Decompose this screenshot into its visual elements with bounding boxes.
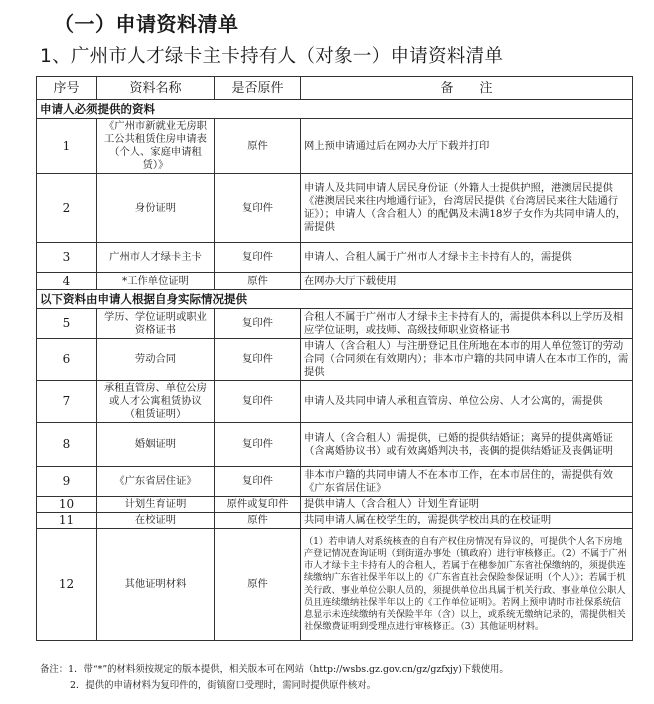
header-no: 序号 xyxy=(37,77,97,100)
row-no: 6 xyxy=(37,339,97,381)
table-row xyxy=(37,339,633,381)
row-note: 申请人、合租人属于广州市人才绿卡主卡持有人的，需提供 xyxy=(301,243,633,273)
row-no: 9 xyxy=(37,467,97,497)
table-row xyxy=(37,497,633,513)
row-note: 网上预申请通过后在网办大厅下载并打印 xyxy=(301,119,633,174)
row-original: 复印件 xyxy=(215,467,301,497)
table-row xyxy=(37,273,633,290)
row-original: 原件 xyxy=(215,513,301,529)
section-row-required xyxy=(37,100,633,119)
table-row xyxy=(37,513,633,529)
row-no: 1 xyxy=(37,119,97,174)
row-note: 共同申请人属在校学生的，需提供学校出具的在校证明 xyxy=(301,513,633,529)
row-note: 在网办大厅下载使用 xyxy=(301,273,633,290)
row-original: 复印件 xyxy=(215,339,301,381)
table-row xyxy=(37,467,633,497)
row-name: 学历、学位证明或职业资格证书 xyxy=(97,309,215,339)
table-row xyxy=(37,381,633,423)
row-name: 《广东省居住证》 xyxy=(97,467,215,497)
footnotes xyxy=(40,662,640,694)
section-label: 申请人必须提供的资料 xyxy=(37,100,633,119)
row-original: 原件 xyxy=(215,119,301,174)
row-note: 申请人及共同申请人承租直管房、单位公房、人才公寓的，需提供 xyxy=(301,381,633,423)
row-note: 申请人及共同申请人居民身份证（外籍人士提供护照，港澳居民提供《港澳居民来往内地通行证》，台湾居民提供《台湾居民来往大陆通行证》）；申请人（含合租人）的配偶及未满18岁子女作为共同申请人的，需提供 xyxy=(301,174,633,243)
row-note: 非本市户籍的共同申请人不在本市工作，在本市居住的，需提供有效《广东省居住证》 xyxy=(301,467,633,497)
header-original: 是否原件 xyxy=(215,77,301,100)
table-row xyxy=(37,243,633,273)
row-note: 合租人不属于广州市人才绿卡主卡持有人的，需提供本科以上学历及相应学位证明，或技师、高级技师职业资格证书 xyxy=(301,309,633,339)
row-no: 7 xyxy=(37,381,97,423)
row-name: 承租直管房、单位公房或人才公寓租赁协议（租赁证明） xyxy=(97,381,215,423)
row-name: 广州市人才绿卡主卡 xyxy=(97,243,215,273)
row-original: 复印件 xyxy=(215,381,301,423)
row-note: 提供申请人（含合租人）计划生育证明 xyxy=(301,497,633,513)
row-original: 复印件 xyxy=(215,174,301,243)
section-row-optional xyxy=(37,290,633,309)
header-name: 资料名称 xyxy=(97,77,215,100)
row-name: 其他证明材料 xyxy=(97,529,215,641)
materials-table xyxy=(36,76,633,641)
row-original: 原件 xyxy=(215,529,301,641)
list-title: 1、广州市人才绿卡主卡持有人（对象一）申请资料清单 xyxy=(40,46,504,67)
header-note: 备 注 xyxy=(301,77,633,100)
row-name: 婚姻证明 xyxy=(97,423,215,467)
row-no: 8 xyxy=(37,423,97,467)
row-original: 复印件 xyxy=(215,243,301,273)
table-row xyxy=(37,423,633,467)
row-no: 4 xyxy=(37,273,97,290)
table-row xyxy=(37,309,633,339)
row-original: 复印件 xyxy=(215,423,301,467)
row-no: 3 xyxy=(37,243,97,273)
row-no: 5 xyxy=(37,309,97,339)
table-row xyxy=(37,174,633,243)
row-no: 2 xyxy=(37,174,97,243)
row-name: 《广州市新就业无房职工公共租赁住房申请表（个人、家庭申请租赁）》 xyxy=(97,119,215,174)
footnote-2: 2．提供的申请材料为复印件的，街镇窗口受理时，需同时提供原件核对。 xyxy=(70,680,376,691)
row-no: 12 xyxy=(37,529,97,641)
row-name: 计划生育证明 xyxy=(97,497,215,513)
row-name: 身份证明 xyxy=(97,174,215,243)
row-note: 申请人（含合租人）与注册登记且住所地在本市的用人单位签订的劳动合同（合同须在有效期内）；非本市户籍的共同申请人在本市工作的，需提供 xyxy=(301,339,633,381)
row-name: 劳动合同 xyxy=(97,339,215,381)
row-name: *工作单位证明 xyxy=(97,273,215,290)
footnote-1: 备注：1．带“*”的材料须按规定的版本提供，相关版本可在网站（http://wsbs.gz.gov.cn/gz/gzfxjy)下载使用。 xyxy=(40,664,509,675)
row-original: 复印件 xyxy=(215,309,301,339)
row-note: 申请人（含合租人）需提供，已婚的提供结婚证；离异的提供离婚证（含离婚协议书）或有效离婚判决书，丧偶的提供结婚证及丧偶证明 xyxy=(301,423,633,467)
row-no: 11 xyxy=(37,513,97,529)
table-header-row xyxy=(37,77,633,100)
row-note: （1）若申请人对系统核查的自有产权住房情况有异议的，可提供个人名下房地产登记情况查询证明（到街道办事处（镇政府）进行审核修正。（2）不属于广州市人才绿卡主卡持有人的合租人，若属于在穗参加广东省社保缴纳的，须提供连续缴纳广东省社保半年以上的《广东省直社会保险参保证明（个人）》；若属于机关行政、事业单位公职人员的，须提供单位出具属于机关行政、事业单位公职人员且连续缴纳社保半年以上的《工作单位证明》。若网上预申请时市社保系统信息显示未连续缴纳有关保险半年（含）以上，或系统无缴纳记录的，需提供相关社保缴费证明到受理点进行审核修正。（3）其他证明材料。 xyxy=(301,529,633,641)
row-original: 原件或复印件 xyxy=(215,497,301,513)
section-heading: （一）申请资料清单 xyxy=(54,12,239,36)
table-row xyxy=(37,529,633,641)
section-label: 以下资料由申请人根据自身实际情况提供 xyxy=(37,290,633,309)
table-row xyxy=(37,119,633,174)
row-no: 10 xyxy=(37,497,97,513)
row-name: 在校证明 xyxy=(97,513,215,529)
row-original: 原件 xyxy=(215,273,301,290)
